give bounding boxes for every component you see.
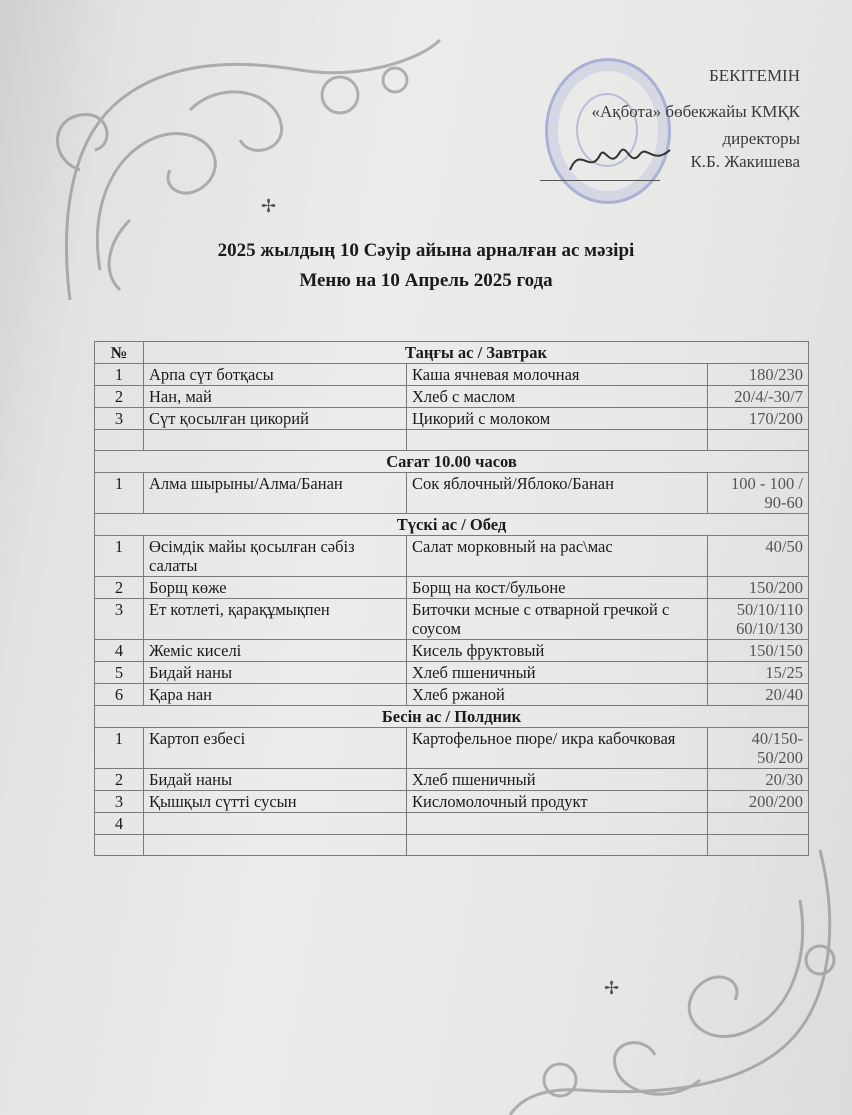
dish-name-kz: Алма шырыны/Алма/Банан (144, 473, 407, 514)
section-header-breakfast (95, 342, 809, 364)
table-row (95, 662, 809, 684)
dish-name-kz (144, 813, 407, 835)
portion-size: 50/10/110 60/10/130 (708, 599, 809, 640)
section-title: Таңғы ас / Завтрак (144, 342, 809, 364)
approval-line-1: БЕКІТЕМІН (709, 66, 800, 85)
dish-name-kz: Өсімдік майы қосылған сәбіз салаты (144, 536, 407, 577)
table-row (95, 728, 809, 769)
table-row (95, 386, 809, 408)
table-row (95, 599, 809, 640)
dish-name-ru: Салат морковный на рас\мас (407, 536, 708, 577)
table-row (95, 813, 809, 835)
dish-name-kz: Сүт қосылған цикорий (144, 408, 407, 430)
row-number: 4 (95, 813, 144, 835)
approval-line-3: директоры (722, 129, 800, 148)
portion-size: 170/200 (708, 408, 809, 430)
row-number: 5 (95, 662, 144, 684)
portion-size: 20/30 (708, 769, 809, 791)
approval-line-2: «Ақбота» бөбекжайы КМҚК (591, 102, 800, 121)
row-number (95, 430, 144, 451)
section-header-snack-10 (95, 451, 809, 473)
num-column-header: № (95, 342, 144, 364)
portion-size: 150/150 (708, 640, 809, 662)
row-number: 4 (95, 640, 144, 662)
row-number (95, 835, 144, 856)
dish-name-ru: Хлеб с маслом (407, 386, 708, 408)
portion-size: 40/150- 50/200 (708, 728, 809, 769)
table-row (95, 684, 809, 706)
portion-size: 40/50 (708, 536, 809, 577)
dish-name-kz: Бидай наны (144, 769, 407, 791)
menu-title-kz: 2025 жылдың 10 Сәуір айына арналған ас мәзірі (217, 240, 635, 261)
dish-name-ru: Борщ на кост/бульоне (407, 577, 708, 599)
table-row (95, 640, 809, 662)
crosshair-mark-top: ✢ (261, 196, 277, 216)
row-number: 1 (95, 728, 144, 769)
table-row (95, 577, 809, 599)
dish-name-ru: Картофельное пюре/ икра кабочковая (407, 728, 708, 769)
portion-size: 15/25 (708, 662, 809, 684)
table-row (95, 536, 809, 577)
row-number: 3 (95, 599, 144, 640)
dish-name-kz: Қышқыл сүтті сусын (144, 791, 407, 813)
menu-title-ru: Меню на 10 Апрель 2025 года (299, 270, 553, 291)
approval-line-4: К.Б. Жакишева (690, 152, 800, 171)
portion-size: 200/200 (708, 791, 809, 813)
portion-size: 100 - 100 / 90-60 (708, 473, 809, 514)
portion-size: 180/230 (708, 364, 809, 386)
dish-name-ru: Хлеб пшеничный (407, 662, 708, 684)
dish-name-ru: Кисломолочный продукт (407, 791, 708, 813)
corner-ornament-bottom-right (500, 840, 852, 1115)
table-row (95, 364, 809, 386)
table-row (95, 835, 809, 856)
dish-name-ru: Сок яблочный/Яблоко/Банан (407, 473, 708, 514)
row-number: 3 (95, 408, 144, 430)
dish-name-kz: Арпа сүт ботқасы (144, 364, 407, 386)
portion-size (708, 430, 809, 451)
dish-name-kz: Жеміс киселі (144, 640, 407, 662)
row-number: 3 (95, 791, 144, 813)
row-number: 2 (95, 577, 144, 599)
section-title: Бесін ас / Полдник (95, 706, 809, 728)
portion-size: 20/4/-30/7 (708, 386, 809, 408)
dish-name-kz (144, 430, 407, 451)
section-title: Сағат 10.00 часов (95, 451, 809, 473)
dish-name-ru (407, 835, 708, 856)
portion-size (708, 813, 809, 835)
menu-table (94, 341, 809, 856)
dish-name-kz: Қара нан (144, 684, 407, 706)
dish-name-kz: Бидай наны (144, 662, 407, 684)
dish-name-ru: Биточки мсные с отварной гречкой с соусом (407, 599, 708, 640)
row-number: 1 (95, 473, 144, 514)
row-number: 1 (95, 364, 144, 386)
table-row (95, 473, 809, 514)
section-header-afternoon-snack (95, 706, 809, 728)
dish-name-kz: Борщ көже (144, 577, 407, 599)
portion-size: 150/200 (708, 577, 809, 599)
dish-name-kz (144, 835, 407, 856)
row-number: 6 (95, 684, 144, 706)
dish-name-ru: Цикорий с молоком (407, 408, 708, 430)
table-row (95, 769, 809, 791)
row-number: 2 (95, 769, 144, 791)
row-number: 2 (95, 386, 144, 408)
dish-name-ru: Хлеб пшеничный (407, 769, 708, 791)
dish-name-ru (407, 430, 708, 451)
approval-block (530, 62, 830, 202)
table-row (95, 791, 809, 813)
table-row (95, 430, 809, 451)
dish-name-kz: Ет котлеті, қарақұмықпен (144, 599, 407, 640)
crosshair-mark-bottom: ✢ (604, 978, 620, 998)
dish-name-kz: Нан, май (144, 386, 407, 408)
dish-name-kz: Картоп езбесі (144, 728, 407, 769)
dish-name-ru: Хлеб ржаной (407, 684, 708, 706)
section-title: Түскі ас / Обед (95, 514, 809, 536)
dish-name-ru (407, 813, 708, 835)
portion-size: 20/40 (708, 684, 809, 706)
dish-name-ru: Каша ячневая молочная (407, 364, 708, 386)
portion-size (708, 835, 809, 856)
row-number: 1 (95, 536, 144, 577)
section-header-lunch (95, 514, 809, 536)
table-row (95, 408, 809, 430)
dish-name-ru: Кисель фруктовый (407, 640, 708, 662)
